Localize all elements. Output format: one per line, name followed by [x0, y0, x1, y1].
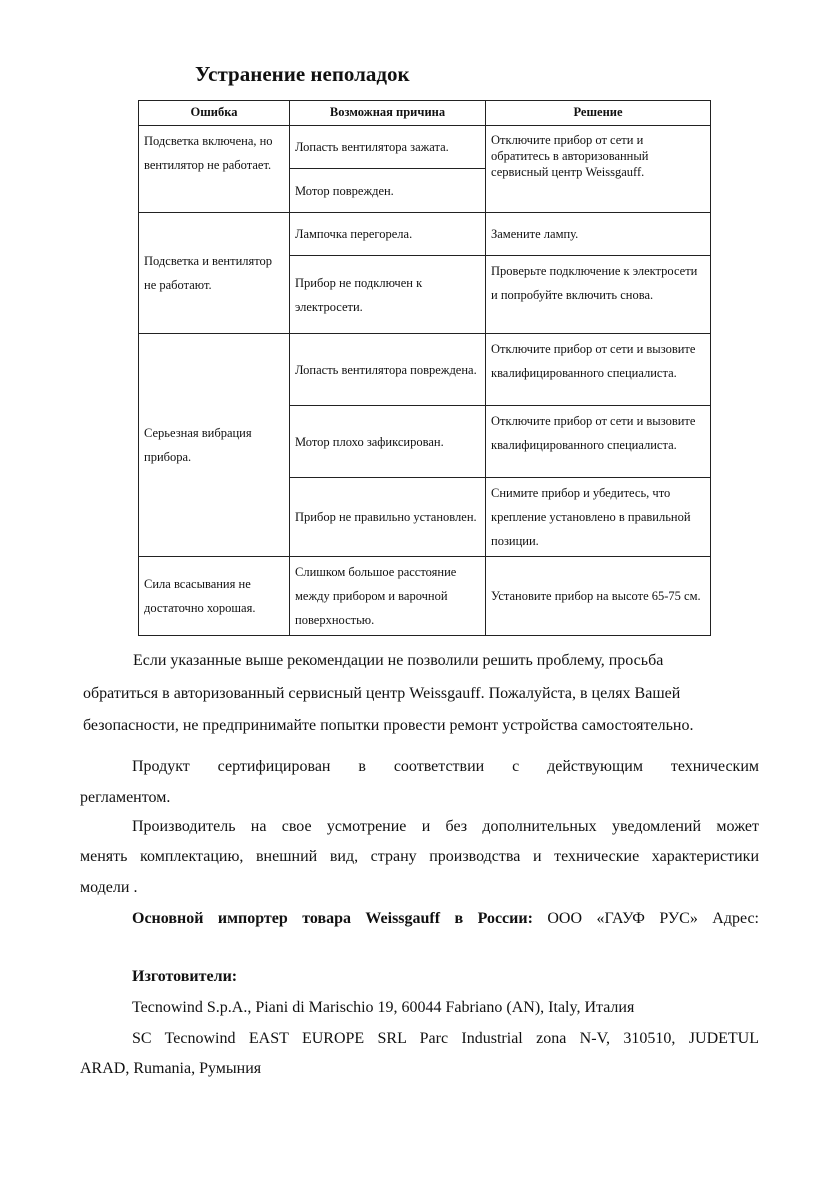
troubleshooting-table [138, 100, 711, 636]
service-note-line-3: безопасности, не предпринимайте попытки провести ремонт устройства самостоятельно. [83, 717, 694, 734]
cause-cell: Лампочка перегорела. [290, 213, 486, 256]
header-cause: Возможная причина [290, 101, 486, 126]
table-row [139, 213, 711, 256]
cause-cell: Лопасть вентилятора зажата. [290, 126, 486, 169]
error-cell: Сила всасывания не достаточно хорошая. [139, 557, 290, 636]
error-cell: Подсветка включена, но вентилятор не работает. [139, 126, 290, 213]
page-title: Устранение неполадок [195, 62, 410, 86]
table-row [139, 557, 711, 636]
cause-cell: Мотор поврежден. [290, 169, 486, 213]
solution-cell: Отключите прибор от сети и вызовите квалифицированного специалиста. [486, 334, 711, 406]
solution-cell: Отключите прибор от сети и обратитесь в авторизованный сервисный центр Weissgauff. [486, 126, 711, 213]
service-note-line-1: Если указанные выше рекомендации не позволили решить проблему, просьба [133, 652, 664, 669]
table-row [139, 334, 711, 406]
error-cell: Серьезная вибрация прибора. [139, 334, 290, 557]
solution-cell: Снимите прибор и убедитесь, что крепление установлено в правильной позиции. [486, 478, 711, 557]
solution-cell: Проверьте подключение к электросети и попробуйте включить снова. [486, 256, 711, 334]
solution-cell: Замените лампу. [486, 213, 711, 256]
certification-line-2: регламентом. [80, 789, 171, 806]
manufacturer-2-line-1: SC Tecnowind EAST EUROPE SRL Parc Industrial zona N-V, 310510, JUDETUL [132, 1030, 759, 1047]
manufacturer-2-line-2: ARAD, Rumania, Румыния [80, 1060, 262, 1077]
importer-value: ООО «ГАУФ РУС» Адрес: [532, 910, 760, 927]
table-header-row [139, 101, 711, 126]
importer-label: Основной импортер товара Weissgauff в России: [132, 910, 533, 927]
solution-cell: Установите прибор на высоте 65-75 см. [486, 557, 711, 636]
header-solution: Решение [486, 101, 711, 126]
manufacturer-1: Tecnowind S.p.A., Piani di Marischio 19, 60044 Fabriano (AN), Italy, Италия [132, 999, 635, 1016]
error-cell: Подсветка и вентилятор не работают. [139, 213, 290, 334]
header-error: Ошибка [139, 101, 290, 126]
cause-cell: Прибор не правильно установлен. [290, 478, 486, 557]
table-row [139, 126, 711, 169]
certification-line-1: Продукт сертифицирован в соответствии с действующим техническим [132, 758, 759, 775]
cause-cell: Мотор плохо зафиксирован. [290, 406, 486, 478]
cause-cell: Прибор не подключен к электросети. [290, 256, 486, 334]
cause-cell: Лопасть вентилятора повреждена. [290, 334, 486, 406]
manufacturer-note-line-1: Производитель на свое усмотрение и без дополнительных уведомлений может [132, 818, 759, 835]
manufacturers-heading: Изготовители: [132, 968, 238, 985]
solution-cell: Отключите прибор от сети и вызовите квалифицированного специалиста. [486, 406, 711, 478]
cause-cell: Слишком большое расстояние между прибором и варочной поверхностью. [290, 557, 486, 636]
manufacturer-note-line-3: модели . [80, 879, 138, 896]
importer-line [132, 910, 759, 928]
service-note-line-2: обратиться в авторизованный сервисный центр Weissgauff. Пожалуйста, в целях Вашей [83, 685, 681, 702]
manufacturer-note-line-2: менять комплектацию, внешний вид, страну производства и технические характеристики [80, 848, 759, 865]
